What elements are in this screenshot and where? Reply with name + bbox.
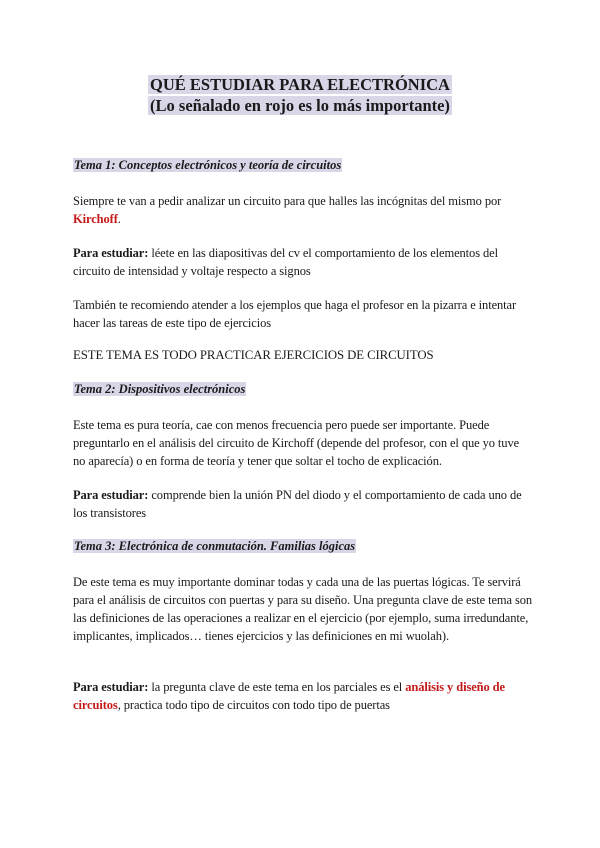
tema2-paragraph-1 xyxy=(73,416,533,470)
tema1-p1-end: . xyxy=(117,212,121,226)
tema3-paragraph-1 xyxy=(73,573,533,645)
tema1-p1-text: Siempre te van a pedir analizar un circuito para que halles las incógnitas del mismo por xyxy=(73,194,502,208)
tema3-p1-text: De este tema es muy importante dominar todas y cada una de las puertas lógicas. Te servirá para el análisis de circuitos con puertas y para su diseño. Una pregunta clave de este tema son las definiciones de las operaciones a realizar en el ejercicio (por ejemplo, suma irredundante, implicantes, implicados… tienes ejercicios y las definiciones en mi wuolah). xyxy=(73,575,533,643)
tema2-paragraph-2 xyxy=(73,486,533,522)
tema1-heading-text: Tema 1: Conceptos electrónicos y teoría de circuitos xyxy=(74,158,342,172)
tema1-study-label: Para estudiar: xyxy=(73,246,149,260)
tema1-heading xyxy=(73,157,342,173)
tema1-p1-highlight: Kirchoff xyxy=(73,212,118,226)
tema2-heading xyxy=(73,381,246,397)
document-title xyxy=(0,74,600,96)
tema2-p2-text: comprende bien la unión PN del diodo y el comportamiento de cada uno de los transistores xyxy=(73,488,522,520)
tema3-study-label: Para estudiar: xyxy=(73,680,149,694)
tema3-paragraph-2 xyxy=(73,678,533,714)
document-subtitle xyxy=(0,95,600,117)
tema3-heading-text: Tema 3: Electrónica de conmutación. Familias lógicas xyxy=(74,539,356,553)
tema1-p4-text: ESTE TEMA ES TODO PRACTICAR EJERCICIOS DE CIRCUITOS xyxy=(73,348,434,362)
tema2-p1-text: Este tema es pura teoría, cae con menos frecuencia pero puede ser importante. Puede preguntarlo en el análisis del circuito de Kirchoff (depende del profesor, con el que yo tuve no aparecía) o en forma de teoría y tener que soltar el tocho de explicación. xyxy=(73,418,520,468)
tema1-p3-text: También te recomiendo atender a los ejemplos que haga el profesor en la pizarra e intentar hacer las tareas de este tipo de ejercicios xyxy=(73,298,517,330)
tema1-p2-text: léete en las diapositivas del cv el comportamiento de los elementos del circuito de intensidad y voltaje respecto a signos xyxy=(73,246,498,278)
title-line-2: (Lo señalado en rojo es lo más importante) xyxy=(150,96,450,115)
tema1-paragraph-1 xyxy=(73,192,533,228)
tema2-heading-text: Tema 2: Dispositivos electrónicos xyxy=(74,382,246,396)
tema3-heading xyxy=(73,538,356,554)
title-line-1: QUÉ ESTUDIAR PARA ELECTRÓNICA xyxy=(150,75,450,94)
tema3-p2-highlight: análisis y diseño de circuitos xyxy=(73,680,505,712)
tema3-p2-text: la pregunta clave de este tema en los parciales es el xyxy=(148,680,406,694)
tema1-paragraph-2 xyxy=(73,244,533,280)
tema3-p2-end: , practica todo tipo de circuitos con todo tipo de puertas xyxy=(117,698,390,712)
tema1-paragraph-4 xyxy=(73,346,533,364)
tema1-paragraph-3 xyxy=(73,296,533,332)
tema2-study-label: Para estudiar: xyxy=(73,488,149,502)
